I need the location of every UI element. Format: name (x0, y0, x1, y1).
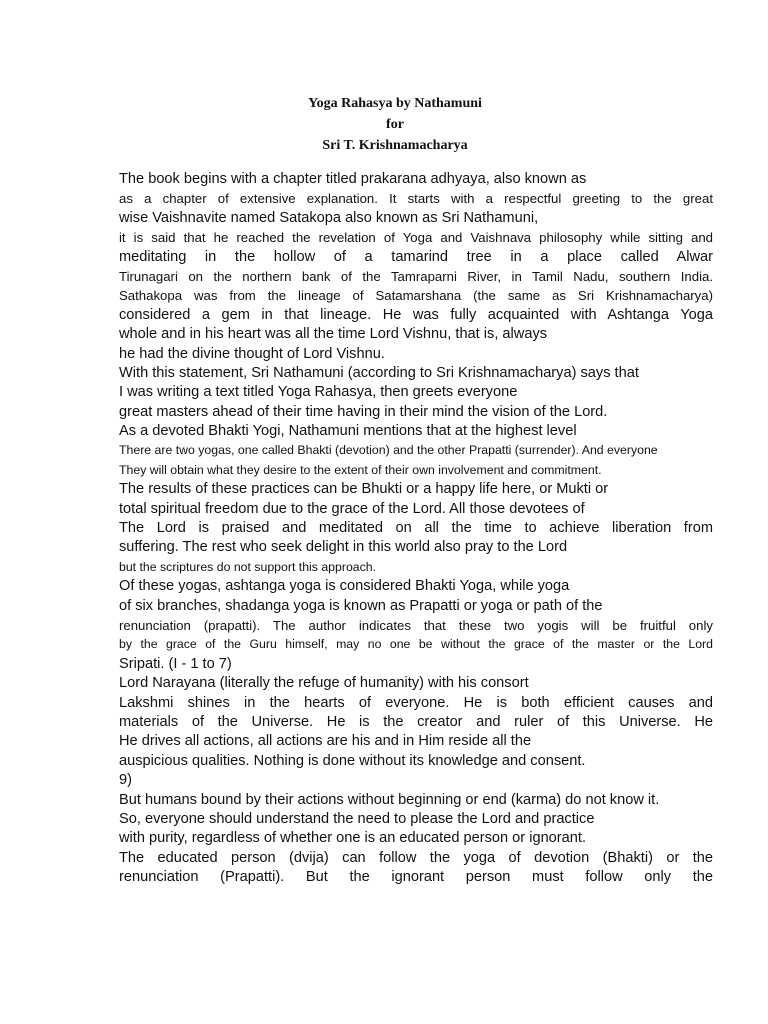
text-line: with purity, regardless of whether one is an educated person or ignorant. (119, 830, 586, 847)
text-line: but the scriptures do not support this approach. (119, 559, 377, 574)
title-line: for (386, 117, 404, 132)
text-line: by the grace of the Guru himself, may no one be without the grace of the master or the Lord (119, 637, 713, 652)
text-line: The educated person (dvija) can follow the yoga of devotion (Bhakti) or the (119, 849, 713, 866)
text-line: meditating in the hollow of a tamarind tree in a place called Alwar (119, 248, 713, 265)
text-line: whole and in his heart was all the time Lord Vishnu, that is, always (119, 326, 548, 343)
title-line: Yoga Rahasya by Nathamuni (308, 96, 482, 111)
text-line: suffering. The rest who seek delight in this world also pray to the Lord (119, 539, 568, 556)
text-line: But humans bound by their actions without beginning or end (karma) do not know it. (119, 791, 660, 808)
text-line: The book begins with a chapter titled prakarana adhyaya, also known as (119, 171, 587, 187)
text-line: Sathakopa was from the lineage of Satamarshana (the same as Sri Krishnamacharya) (119, 288, 713, 304)
text-line: The Lord is praised and meditated on all the time to achieve liberation from (119, 520, 713, 537)
text-line: he had the divine thought of Lord Vishnu. (119, 345, 385, 362)
text-line: As a devoted Bhakti Yogi, Nathamuni mentions that at the highest level (119, 423, 577, 440)
text-line: Lord Narayana (literally the refuge of humanity) with his consort (119, 675, 529, 692)
text-line: They will obtain what they desire to the extent of their own involvement and commitment. (119, 462, 602, 477)
title-line: Sri T. Krishnamacharya (322, 138, 468, 153)
text-line: renunciation (Prapatti). But the ignorant person must follow only the (119, 869, 713, 886)
text-line: as a chapter of extensive explanation. It starts with a respectful greeting to the great (119, 191, 713, 207)
text-line: The results of these practices can be Bhukti or a happy life here, or Mukti or (119, 481, 609, 498)
text-line: great masters ahead of their time having in their mind the vision of the Lord. (119, 403, 608, 420)
text-line: materials of the Universe. He is the creator and ruler of this Universe. He (119, 713, 713, 730)
text-line: Sripati. (I - 1 to 7) (119, 655, 232, 672)
text-line: I was writing a text titled Yoga Rahasya, then greets everyone (119, 384, 518, 401)
text-line: With this statement, Sri Nathamuni (according to Sri Krishnamacharya) says that (119, 364, 639, 381)
text-line: So, everyone should understand the need to please the Lord and practice (119, 810, 595, 827)
text-line: of six branches, shadanga yoga is known as Prapatti or yoga or path of the (119, 597, 603, 614)
text-line: it is said that he reached the revelation of Yoga and Vaishnava philosophy while sitting and (119, 230, 713, 246)
document-body (119, 170, 713, 887)
text-line: auspicious qualities. Nothing is done without its knowledge and consent. (119, 752, 586, 769)
text-line: He drives all actions, all actions are his and in Him reside all the (119, 733, 532, 750)
text-line: wise Vaishnavite named Satakopa also known as Sri Nathamuni, (119, 209, 539, 226)
text-line: 9) (119, 772, 132, 789)
document-title (0, 93, 768, 156)
text-line: Of these yogas, ashtanga yoga is considered Bhakti Yoga, while yoga (119, 578, 570, 595)
text-line: Tirunagari on the northern bank of the Tamraparni River, in Tamil Nadu, southern India. (119, 268, 713, 284)
text-line: There are two yogas, one called Bhakti (devotion) and the other Prapatti (surrender). And everyone (119, 443, 658, 458)
text-line: renunciation (prapatti). The author indicates that these two yogis will be fruitful only (119, 617, 713, 633)
text-line: total spiritual freedom due to the grace of the Lord. All those devotees of (119, 500, 585, 517)
text-line: Lakshmi shines in the hearts of everyone. He is both efficient causes and (119, 694, 713, 711)
text-line: considered a gem in that lineage. He was fully acquainted with Ashtanga Yoga (119, 306, 713, 323)
